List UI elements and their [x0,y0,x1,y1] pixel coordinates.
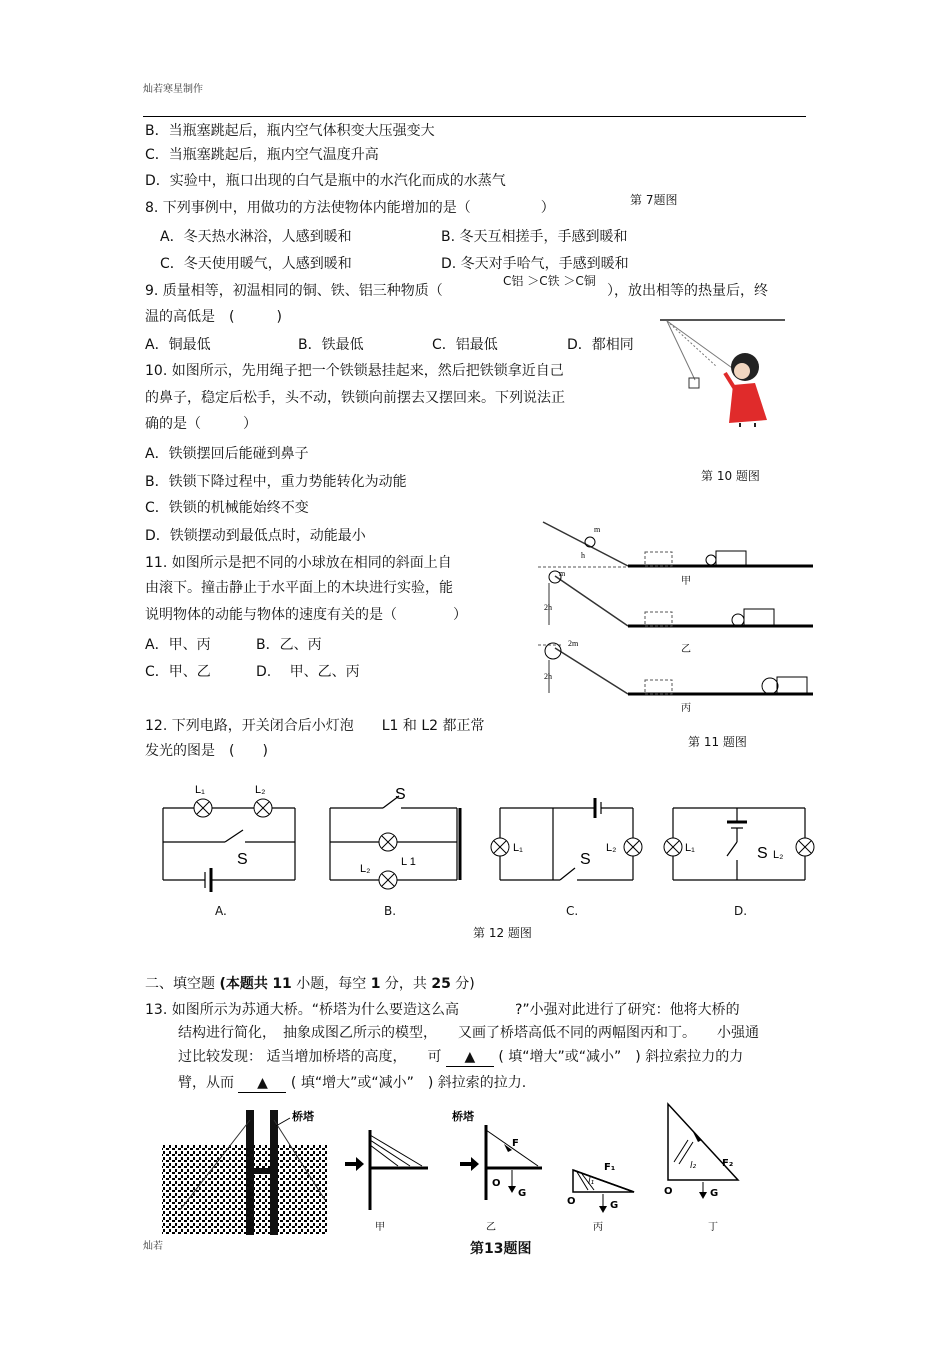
q12-label-d: D. [734,904,748,918]
arrow-right-icon [345,1157,364,1171]
model-ding-force: F₂ [722,1158,734,1169]
q13-line-3-a: 过比较发现： 适当增加桥塔的高度， 可 [178,1049,442,1065]
model-yi [452,1109,542,1233]
q13-line-1: 13. 如图所示为苏通大桥。“桥塔为什么要造这么高 ?”小强对此进行了研究：他将大桥的 [145,1002,740,1018]
section-2-title: 二、填空题 [145,976,215,992]
q11-label-jia: 甲 [681,576,691,587]
q12-circuits [155,780,815,890]
lamp-icon [664,838,682,856]
section-2-part-e: 分) [455,976,475,992]
q13-blank-2[interactable]: ▲ [238,1074,286,1093]
model-bing-label: 丙 [593,1222,603,1233]
q13-figure [160,1100,750,1260]
q10-option-b: B．铁锁下降过程中，重力势能转化为动能 [145,474,407,490]
model-jia-label: 甲 [375,1222,385,1233]
q11-label-bing: 丙 [681,703,691,714]
circuit-a-l1: L₁ [195,784,205,796]
circuit-c-l1: L₁ [513,842,523,854]
q11-option-b: B．乙、丙 [256,637,322,653]
circuit-a-switch: S [237,851,248,868]
circuit-a-l2: L₂ [255,784,266,796]
lamp-icon [379,871,397,889]
q13-line-2: 结构进行简化， 抽象成图乙所示的模型， 又画了桥塔高低不同的两幅图丙和丁。 小强通 [178,1025,759,1041]
q10-figure [655,315,790,430]
model-yi-pivot: O [492,1178,501,1189]
section-2-part-c: 小题，每空 [296,976,367,992]
q8-option-d: D. 冬天对手哈气，手感到暖和 [441,256,629,272]
circuit-c-switch: S [580,851,591,868]
circuit-a [163,784,295,892]
q7-caption: 第 7题图 [630,193,678,207]
circuit-d [664,808,814,880]
q9-option-b: B．铁最低 [298,337,364,353]
q11-line-2: 由滚下。撞击静止于水平面上的木块进行实验，能 [145,580,453,596]
lamp-icon [194,799,212,817]
circuit-d-l2: L₂ [773,849,784,861]
model-yi-gravity: G [518,1188,527,1199]
page-header: 灿若寒星制作 [143,84,203,95]
q11-block-bing [777,677,807,694]
bridge-photo [162,1109,327,1235]
section-2-part-d: 分，共 [384,976,427,992]
q11-height-jia: h [581,551,585,560]
q10-option-c: C．铁锁的机械能始终不变 [145,500,309,516]
circuit-c-l2: L₂ [606,842,617,854]
q11-option-a: A．甲、丙 [145,637,211,653]
circuit-b-l1: L 1 [401,856,416,868]
q11-block-jia [716,551,746,566]
q13-line-3 [178,1048,743,1067]
circuit-d-l1: L₁ [685,842,695,854]
lock-icon [689,378,699,388]
q7-option-c: C．当瓶塞跳起后，瓶内空气温度升高 [145,147,379,163]
q9-formula: C铝 ＞C铁 ＞C铜 [503,274,596,288]
q13-line-3-b: ( 填“增大”或“减小” ) 斜拉索拉力的力 [498,1049,744,1065]
q9-option-a: A．铜最低 [145,337,211,353]
model-ding [664,1104,738,1233]
lamp-icon [254,799,272,817]
q9-stem-b: ），放出相等的热量后，终 [607,283,768,299]
section-2-part-b: (本题共 [219,976,268,992]
q11-option-d: D. 甲、乙、丙 [256,664,360,680]
q7-option-d: D．实验中，瓶口出现的白气是瓶中的水汽化而成的水蒸气 [145,173,506,189]
q12-label-a: A. [215,904,227,918]
circuit-c [491,798,642,880]
model-yi-tower-label: 桥塔 [452,1110,474,1123]
q11-mass-yi: m [559,569,566,578]
q10-option-a: A．铁锁摆回后能碰到鼻子 [145,446,309,462]
section-2-points-each: 1 [370,976,381,992]
lamp-icon [379,833,397,851]
page-footer: 灿若 [143,1241,163,1252]
q13-caption: 第13题图 [470,1241,532,1257]
q12-line-1: 12. 下列电路，开关闭合后小灯泡 L1 和 L2 都正常 [145,718,485,734]
q9-option-c: C．铝最低 [432,337,498,353]
q11-block-yi [744,609,774,626]
circuit-b-switch: S [395,786,406,803]
q11-line-1: 11. 如图所示是把不同的小球放在相同的斜面上自 [145,555,452,571]
q7-option-b: B．当瓶塞跳起后，瓶内空气体积变大压强变大 [145,123,435,139]
q8-option-a: A．冬天热水淋浴，人感到暖和 [160,229,352,245]
q10-option-d: D．铁锁摆动到最低点时，动能最小 [145,528,366,544]
q11-height-bing: 2h [544,672,552,681]
lamp-icon [796,838,814,856]
q12-label-c: C. [566,904,579,918]
q11-label-yi: 乙 [681,644,691,655]
model-bing-gravity: G [610,1200,619,1211]
model-bing [567,1162,634,1233]
section-2-total: 25 [431,976,451,992]
q11-mass-bing: 2m [568,639,579,648]
lamp-icon [491,838,509,856]
q9-stem-c: 温的高低是 ( ) [145,309,282,325]
model-yi-label: 乙 [486,1222,496,1233]
q9-stem-a: 9. 质量相等，初温相同的铜、铁、铝三种物质（ [145,283,443,299]
q12-line-2: 发光的图是 ( ) [145,743,268,759]
section-2-heading [145,975,475,993]
circuit-b [330,786,460,889]
header-rule [143,116,806,117]
q11-line-3: 说明物体的动能与物体的速度有关的是（ ） [145,607,467,623]
q13-line-4-b: ( 填“增大”或“减小” ) 斜拉索的拉力. [290,1075,527,1091]
arrow-right-icon [460,1157,479,1171]
q13-blank-1[interactable]: ▲ [446,1048,494,1067]
circuit-d-switch: S [757,845,768,862]
q10-caption: 第 10 题图 [701,469,760,483]
circuit-b-l2: L₂ [360,863,371,875]
q13-line-4 [178,1074,526,1093]
section-2-count: 11 [272,976,292,992]
model-ding-pivot: O [664,1186,673,1197]
model-ding-label: 丁 [708,1222,718,1233]
model-jia [370,1130,428,1233]
model-ding-arm: l₂ [690,1161,697,1171]
model-bing-force: F₁ [604,1162,616,1173]
model-yi-force: F [512,1138,519,1149]
q13-line-4-a: 臂，从而 [178,1075,234,1091]
q10-line-3: 确的是（ ） [145,416,257,432]
q11-mass-jia: m [594,525,601,534]
lamp-icon [624,838,642,856]
photo-tower-label: 桥塔 [292,1110,314,1123]
q11-figure [533,520,818,720]
q12-caption: 第 12 题图 [473,926,532,940]
q8-option-b: B. 冬天互相搓手，手感到暖和 [441,229,628,245]
q10-line-1: 10. 如图所示，先用绳子把一个铁锁悬挂起来，然后把铁锁拿近自己 [145,363,564,379]
model-ding-gravity: G [710,1188,719,1199]
q11-height-yi: 2h [544,603,552,612]
q10-line-2: 的鼻子，稳定后松手，头不动，铁锁向前摆去又摆回来。下列说法正 [145,390,565,406]
q8-option-c: C．冬天使用暖气，人感到暖和 [160,256,352,272]
q8-stem: 8. 下列事例中，用做功的方法使物体内能增加的是（ ） [145,200,555,216]
q11-caption: 第 11 题图 [688,735,747,749]
model-bing-pivot: O [567,1196,576,1207]
q12-label-b: B. [384,904,397,918]
model-bing-arm: l₁ [588,1177,595,1187]
q11-option-c: C．甲、乙 [145,664,211,680]
q9-option-d: D．都相同 [567,337,634,353]
